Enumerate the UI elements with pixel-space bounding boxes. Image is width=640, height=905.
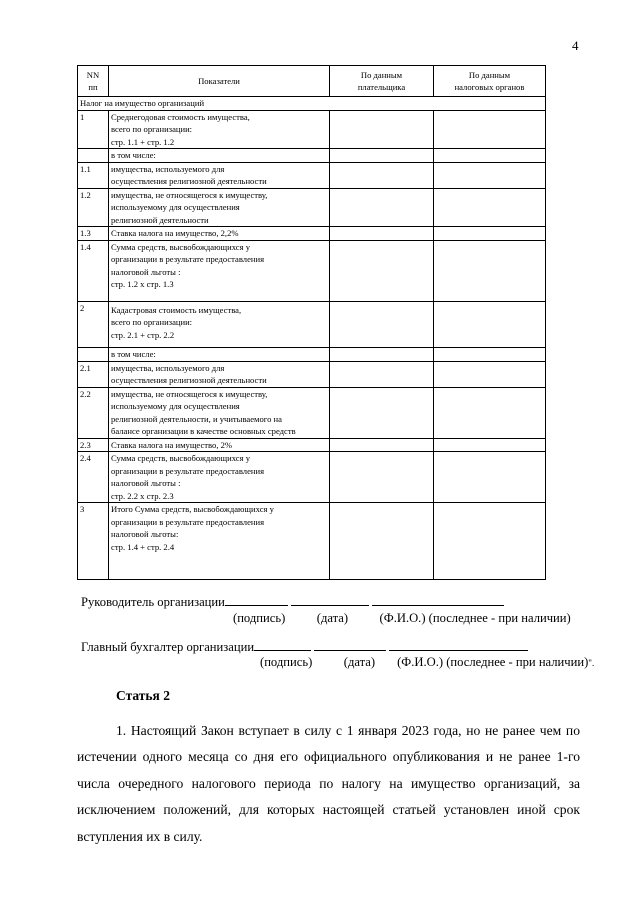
payer-value-cell	[330, 110, 434, 149]
page-number: 4	[572, 38, 579, 53]
payer-value-cell	[330, 361, 434, 387]
row-indicator	[109, 110, 330, 149]
table-row	[78, 240, 546, 301]
indicator-line: Сумма средств, высвобождающихся у	[111, 241, 251, 252]
head-caption: (подпись) (дата) (Ф.И.О.) (последнее - при наличии)	[233, 611, 571, 625]
head-signature-line	[81, 594, 504, 610]
indicator-line: религиозной деятельности	[111, 214, 209, 225]
row-number: 1.1	[78, 162, 109, 188]
indicator-line: осуществления религиозной деятельности	[111, 375, 267, 385]
payer-value-cell	[330, 149, 434, 163]
table-row	[78, 503, 546, 580]
indicator-line: используемому для осуществления	[111, 202, 240, 212]
article-title: Статья 2	[116, 688, 170, 703]
indicator-line: используемому для осуществления	[111, 401, 240, 411]
tax-authority-value-cell	[434, 188, 546, 227]
indicator-line: налоговой льготы :	[111, 266, 181, 277]
row-indicator	[109, 361, 330, 387]
row-number	[78, 149, 109, 163]
indicator-line: Ставка налога на имущество, 2,2%	[111, 228, 239, 238]
row-number: 2.1	[78, 361, 109, 387]
tax-benefit-table	[77, 65, 546, 580]
tax-authority-value-cell	[434, 438, 546, 452]
tax-authority-value-cell	[434, 149, 546, 163]
row-indicator	[109, 503, 330, 580]
payer-value-cell	[330, 301, 434, 348]
row-number: 1.2	[78, 188, 109, 227]
table-row	[78, 387, 546, 438]
payer-value-cell	[330, 240, 434, 301]
accountant-caption: (подпись) (дата) (Ф.И.О.) (последнее - при наличии)".	[260, 655, 595, 669]
indicator-line: всего по организации:	[111, 124, 193, 134]
table-row	[78, 149, 546, 163]
indicator-line: стр. 2.1 + стр. 2.2	[111, 329, 175, 340]
row-indicator	[109, 452, 330, 503]
payer-value-cell	[330, 188, 434, 227]
header-indicators: Показатели	[109, 66, 330, 97]
table-row	[78, 227, 546, 241]
row-indicator	[109, 149, 330, 163]
table-row	[78, 452, 546, 503]
table-row	[78, 301, 546, 348]
indicator-line: стр. 1.1 + стр. 1.2	[111, 136, 175, 147]
closing-quote-mark: ".	[588, 658, 595, 668]
indicator-line: Среднегодовая стоимость имущества,	[111, 111, 250, 122]
row-indicator	[109, 227, 330, 241]
row-indicator	[109, 301, 330, 348]
indicator-line: в том числе:	[111, 150, 156, 160]
table-row	[78, 348, 546, 362]
row-number: 2	[78, 301, 109, 348]
indicator-line: религиозной деятельности, и учитываемого на	[111, 413, 282, 424]
indicator-line: стр. 2.2 х стр. 2.3	[111, 490, 174, 501]
head-date-blank	[291, 594, 369, 606]
indicator-line: Итого Сумма средств, высвобождающихся у	[111, 504, 274, 514]
indicator-line: имущества, не относящегося к имуществу,	[111, 189, 268, 200]
row-number: 1.4	[78, 240, 109, 301]
table-row	[78, 162, 546, 188]
indicator-line: имущества, используемого для	[111, 163, 225, 174]
accountant-signature-line	[81, 639, 528, 655]
row-indicator	[109, 162, 330, 188]
row-number: 3	[78, 503, 109, 580]
row-indicator	[109, 348, 330, 362]
indicator-line: организации в результате предоставления	[111, 254, 265, 264]
payer-value-cell	[330, 452, 434, 503]
indicator-line: налоговой льготы:	[111, 529, 179, 539]
tax-authority-value-cell	[434, 240, 546, 301]
row-indicator	[109, 188, 330, 227]
row-number: 2.3	[78, 438, 109, 452]
indicator-line: балансе организации в качестве основных средств	[111, 426, 296, 436]
head-signature-blank	[225, 594, 288, 606]
head-label: Руководитель организации	[81, 595, 225, 609]
accountant-signature-blank	[254, 639, 311, 651]
indicator-line: Сумма средств, высвобождающихся у	[111, 453, 251, 463]
row-number: 1	[78, 110, 109, 149]
payer-value-cell	[330, 438, 434, 452]
payer-value-cell	[330, 227, 434, 241]
table-header-row	[78, 66, 546, 97]
tax-authority-value-cell	[434, 227, 546, 241]
table-row	[78, 110, 546, 149]
indicator-line: имущества, не относящегося к имуществу,	[111, 388, 268, 399]
indicator-line: организации в результате предоставления	[111, 465, 265, 476]
section-title: Налог на имущество организаций	[78, 97, 546, 111]
row-indicator	[109, 387, 330, 438]
indicator-line: стр. 1.4 + стр. 2.4	[111, 541, 175, 552]
accountant-label: Главный бухгалтер организации	[81, 640, 255, 654]
row-indicator	[109, 438, 330, 452]
tax-authority-value-cell	[434, 452, 546, 503]
payer-value-cell	[330, 162, 434, 188]
header-number: NN пп	[78, 66, 109, 97]
row-indicator	[109, 240, 330, 301]
table-row	[78, 188, 546, 227]
tax-authority-value-cell	[434, 301, 546, 348]
tax-authority-value-cell	[434, 162, 546, 188]
row-number: 2.2	[78, 387, 109, 438]
tax-authority-value-cell	[434, 503, 546, 580]
header-payer-data: По данным плательщика	[330, 66, 434, 97]
section-row	[78, 97, 546, 111]
tax-authority-value-cell	[434, 110, 546, 149]
accountant-date-blank	[314, 639, 386, 651]
indicator-line: имущества, используемого для	[111, 362, 225, 373]
table-row	[78, 438, 546, 452]
row-number: 1.3	[78, 227, 109, 241]
payer-value-cell	[330, 348, 434, 362]
payer-value-cell	[330, 503, 434, 580]
indicator-line: Ставка налога на имущество, 2%	[111, 439, 233, 450]
accountant-name-blank	[389, 639, 528, 651]
indicator-line: Кадастровая стоимость имущества,	[111, 304, 242, 315]
tax-authority-value-cell	[434, 348, 546, 362]
tax-authority-value-cell	[434, 387, 546, 438]
head-name-blank	[372, 594, 504, 606]
row-number: 2.4	[78, 452, 109, 503]
indicator-line: в том числе:	[111, 349, 156, 359]
article-paragraph: 1. Настоящий Закон вступает в силу с 1 января 2023 года, но не ранее чем по истечении одного месяца со дня его официального опубликования и не ранее 1-го числа очередного налогового периода по налогу на имущество организаций, за исключением положений, для которых настоящей статьей установлен иной срок вступления их в силу.	[77, 723, 580, 844]
indicator-line: всего по организации:	[111, 317, 193, 327]
row-number	[78, 348, 109, 362]
indicator-line: стр. 1.2 х стр. 1.3	[111, 279, 174, 289]
header-tax-authority-data: По данным налоговых органов	[434, 66, 546, 97]
payer-value-cell	[330, 387, 434, 438]
indicator-line: налоговой льготы :	[111, 478, 181, 488]
tax-authority-value-cell	[434, 361, 546, 387]
table-row	[78, 361, 546, 387]
indicator-line: осуществления религиозной деятельности	[111, 176, 267, 186]
indicator-line: организации в результате предоставления	[111, 516, 265, 527]
